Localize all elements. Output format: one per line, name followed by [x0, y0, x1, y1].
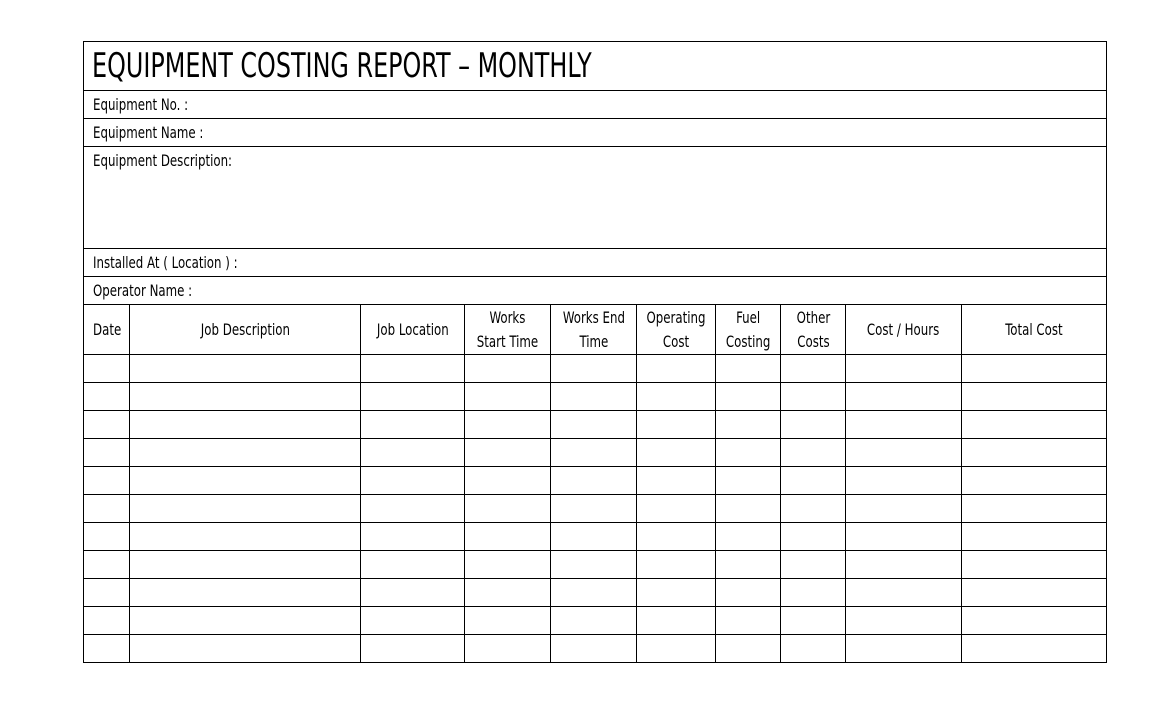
col-header-job-location: Job Location [361, 305, 465, 355]
cell-other-costs[interactable] [781, 607, 846, 635]
cell-cost-hours[interactable] [846, 579, 962, 607]
cell-fuel-costing[interactable] [716, 411, 781, 439]
cell-total-cost[interactable] [962, 411, 1107, 439]
cell-works-start-time[interactable] [465, 383, 551, 411]
cell-job-location[interactable] [361, 607, 465, 635]
cell-job-description[interactable] [130, 383, 361, 411]
cell-job-location[interactable] [361, 383, 465, 411]
cell-date[interactable] [84, 635, 130, 663]
cell-works-end-time[interactable] [551, 579, 637, 607]
equipment-no-label: Equipment No. : [93, 95, 189, 114]
cell-job-location[interactable] [361, 579, 465, 607]
cell-job-location[interactable] [361, 635, 465, 663]
cell-cost-hours[interactable] [846, 355, 962, 383]
cell-operating-cost[interactable] [637, 383, 716, 411]
equipment-name-label: Equipment Name : [93, 123, 204, 142]
cell-other-costs[interactable] [781, 467, 846, 495]
cell-works-start-time[interactable] [465, 495, 551, 523]
cell-job-description[interactable] [130, 523, 361, 551]
equipment-no-field[interactable] [84, 91, 1107, 119]
cell-operating-cost[interactable] [637, 411, 716, 439]
cell-operating-cost[interactable] [637, 635, 716, 663]
report-title: EQUIPMENT COSTING REPORT – MONTHLY [92, 46, 592, 86]
cell-fuel-costing[interactable] [716, 467, 781, 495]
cell-cost-hours[interactable] [846, 383, 962, 411]
cell-works-end-time[interactable] [551, 355, 637, 383]
cell-cost-hours[interactable] [846, 523, 962, 551]
col-header-operating-cost: Operating Cost [637, 305, 716, 355]
cell-date[interactable] [84, 551, 130, 579]
cell-works-start-time[interactable] [465, 523, 551, 551]
cell-operating-cost[interactable] [637, 467, 716, 495]
cell-other-costs[interactable] [781, 411, 846, 439]
operator-name-field[interactable] [84, 277, 1107, 305]
cell-date[interactable] [84, 523, 130, 551]
cell-works-start-time[interactable] [465, 635, 551, 663]
cell-operating-cost[interactable] [637, 439, 716, 467]
cell-total-cost[interactable] [962, 607, 1107, 635]
cell-job-description[interactable] [130, 551, 361, 579]
table-row [84, 495, 1107, 523]
cell-works-end-time[interactable] [551, 467, 637, 495]
col-header-works-start-time: Works Start Time [465, 305, 551, 355]
cell-operating-cost[interactable] [637, 551, 716, 579]
cell-operating-cost[interactable] [637, 607, 716, 635]
cell-job-location[interactable] [361, 551, 465, 579]
cell-works-end-time[interactable] [551, 523, 637, 551]
cell-other-costs[interactable] [781, 635, 846, 663]
cell-operating-cost[interactable] [637, 523, 716, 551]
cell-fuel-costing[interactable] [716, 355, 781, 383]
cell-other-costs[interactable] [781, 495, 846, 523]
cell-works-end-time[interactable] [551, 383, 637, 411]
cell-works-start-time[interactable] [465, 579, 551, 607]
col-header-fuel-costing: Fuel Costing [716, 305, 781, 355]
cell-works-start-time[interactable] [465, 355, 551, 383]
cell-other-costs[interactable] [781, 579, 846, 607]
cell-other-costs[interactable] [781, 439, 846, 467]
cell-fuel-costing[interactable] [716, 607, 781, 635]
cell-works-end-time[interactable] [551, 551, 637, 579]
cell-date[interactable] [84, 355, 130, 383]
cell-date[interactable] [84, 411, 130, 439]
table-row [84, 439, 1107, 467]
report-table [83, 41, 1107, 663]
cell-date[interactable] [84, 495, 130, 523]
cell-job-description[interactable] [130, 495, 361, 523]
cell-fuel-costing[interactable] [716, 523, 781, 551]
cell-other-costs[interactable] [781, 551, 846, 579]
col-header-total-cost: Total Cost [962, 305, 1107, 355]
cell-fuel-costing[interactable] [716, 383, 781, 411]
report-title-cell [84, 42, 1107, 91]
column-header-row [84, 305, 1107, 355]
cell-operating-cost[interactable] [637, 495, 716, 523]
table-row [84, 467, 1107, 495]
cell-job-description[interactable] [130, 355, 361, 383]
operator-name-label: Operator Name : [93, 281, 193, 300]
equipment-description-label: Equipment Description: [93, 151, 233, 170]
cell-total-cost[interactable] [962, 635, 1107, 663]
cell-other-costs[interactable] [781, 355, 846, 383]
cell-works-start-time[interactable] [465, 551, 551, 579]
cell-works-start-time[interactable] [465, 439, 551, 467]
cell-fuel-costing[interactable] [716, 495, 781, 523]
col-header-job-description: Job Description [130, 305, 361, 355]
cell-job-location[interactable] [361, 523, 465, 551]
table-row [84, 635, 1107, 663]
cell-date[interactable] [84, 439, 130, 467]
cell-date[interactable] [84, 579, 130, 607]
cell-job-description[interactable] [130, 439, 361, 467]
col-header-other-costs: Other Costs [781, 305, 846, 355]
equipment-description-field[interactable] [84, 147, 1107, 249]
installed-at-label: Installed At ( Location ) : [93, 253, 238, 272]
table-row [84, 523, 1107, 551]
col-header-works-end-time: Works End Time [551, 305, 637, 355]
table-row [84, 383, 1107, 411]
cell-job-description[interactable] [130, 467, 361, 495]
table-row [84, 551, 1107, 579]
cell-job-location[interactable] [361, 439, 465, 467]
cell-cost-hours[interactable] [846, 551, 962, 579]
cell-other-costs[interactable] [781, 523, 846, 551]
cell-job-location[interactable] [361, 355, 465, 383]
installed-at-field[interactable] [84, 249, 1107, 277]
cell-total-cost[interactable] [962, 383, 1107, 411]
cell-job-location[interactable] [361, 411, 465, 439]
cell-date[interactable] [84, 383, 130, 411]
cell-cost-hours[interactable] [846, 607, 962, 635]
cell-date[interactable] [84, 607, 130, 635]
cell-works-end-time[interactable] [551, 439, 637, 467]
equipment-name-field[interactable] [84, 119, 1107, 147]
cell-total-cost[interactable] [962, 467, 1107, 495]
cell-fuel-costing[interactable] [716, 551, 781, 579]
cell-cost-hours[interactable] [846, 467, 962, 495]
cell-job-description[interactable] [130, 635, 361, 663]
equipment-costing-report-form [83, 41, 1106, 663]
cell-cost-hours[interactable] [846, 439, 962, 467]
cell-job-description[interactable] [130, 579, 361, 607]
cell-operating-cost[interactable] [637, 579, 716, 607]
cell-job-location[interactable] [361, 495, 465, 523]
cell-total-cost[interactable] [962, 355, 1107, 383]
cell-works-start-time[interactable] [465, 467, 551, 495]
table-row [84, 579, 1107, 607]
cell-total-cost[interactable] [962, 439, 1107, 467]
table-row [84, 607, 1107, 635]
cell-fuel-costing[interactable] [716, 439, 781, 467]
cell-fuel-costing[interactable] [716, 579, 781, 607]
cell-job-description[interactable] [130, 607, 361, 635]
cell-cost-hours[interactable] [846, 635, 962, 663]
cell-works-start-time[interactable] [465, 607, 551, 635]
cell-job-location[interactable] [361, 467, 465, 495]
cell-total-cost[interactable] [962, 579, 1107, 607]
cell-works-end-time[interactable] [551, 411, 637, 439]
cell-fuel-costing[interactable] [716, 635, 781, 663]
cell-other-costs[interactable] [781, 383, 846, 411]
cell-total-cost[interactable] [962, 495, 1107, 523]
table-row [84, 355, 1107, 383]
cell-total-cost[interactable] [962, 551, 1107, 579]
cell-cost-hours[interactable] [846, 495, 962, 523]
cell-operating-cost[interactable] [637, 355, 716, 383]
cell-cost-hours[interactable] [846, 411, 962, 439]
col-header-date: Date [84, 305, 130, 355]
cell-total-cost[interactable] [962, 523, 1107, 551]
cell-works-end-time[interactable] [551, 607, 637, 635]
cell-works-end-time[interactable] [551, 635, 637, 663]
cell-job-description[interactable] [130, 411, 361, 439]
table-row [84, 411, 1107, 439]
cell-works-start-time[interactable] [465, 411, 551, 439]
col-header-cost-hours: Cost / Hours [846, 305, 962, 355]
cell-works-end-time[interactable] [551, 495, 637, 523]
cell-date[interactable] [84, 467, 130, 495]
